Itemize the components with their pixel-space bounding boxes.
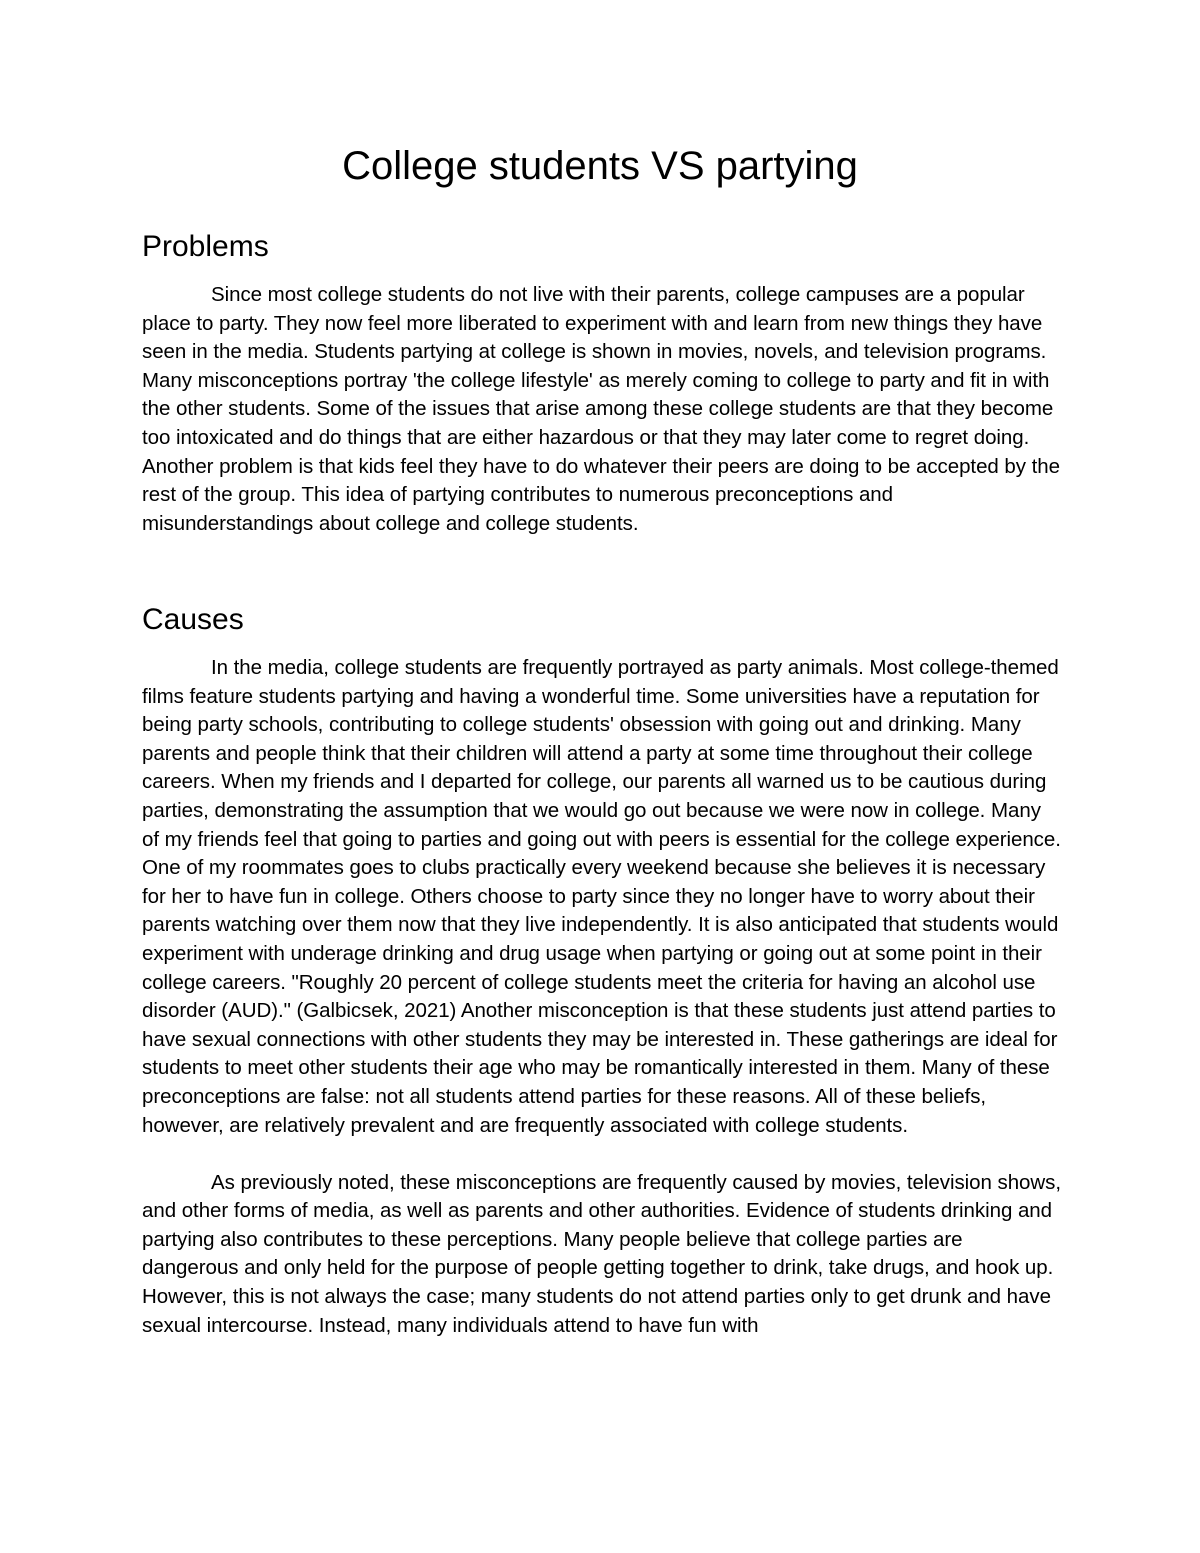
paragraph-problems-1: Since most college students do not live with their parents, college campuses are a popular place to party. They now feel more liberated to experiment with and learn from new things they have seen in the media. Students partying at college is shown in movies, novels, and television programs. Many misconceptions portray 'the college lifestyle' as merely coming to college to party and fit in with the other students. Some of the issues that arise among these college students are that they become too intoxicated and do things that are either hazardous or that they may later come to regret doing. Another problem is that kids feel they have to do whatever their peers are doing to be accepted by the rest of the group. This idea of partying contributes to numerous preconceptions and misunderstandings about college and college students. — [142, 283, 1060, 535]
section-problems — [142, 227, 1062, 538]
document-title: College students VS partying — [342, 144, 858, 188]
section-causes — [142, 600, 1062, 1340]
paragraph-causes-1: In the media, college students are frequently portrayed as party animals. Most college-themed films feature students partying and having a wonderful time. Some universities have a reputation for being party schools, contributing to college students' obsession with going out and drinking. Many parents and people think that their children will attend a party at some time throughout their college careers. When my friends and I departed for college, our parents all warned us to be cautious during parties, demonstrating the assumption that we would go out because we were now in college. Many of my friends feel that going to parties and going out with peers is essential for the college experience. One of my roommates goes to clubs practically every weekend because she believes it is necessary for her to have fun in college. Others choose to party since they no longer have to worry about their parents watching over them now that they live independently. It is also anticipated that students would experiment with underage drinking and drug usage when partying or going out at some point in their college careers. "Roughly 20 percent of college students meet the criteria for having an alcohol use disorder (AUD)." (Galbicsek, 2021) Another misconception is that these students just attend parties to have sexual connections with other students they may be interested in. These gatherings are ideal for students to meet other students their age who may be romantically interested in them. Many of these preconceptions are false: not all students attend parties for these reasons. All of these beliefs, however, are relatively prevalent and are frequently associated with college students. — [142, 656, 1061, 1137]
paragraph-causes-2: As previously noted, these misconceptions are frequently caused by movies, television shows, and other forms of media, as well as parents and other authorities. Evidence of students drinking and partying also contributes to these perceptions. Many people believe that college parties are dangerous and only held for the purpose of people getting together to drink, take drugs, and hook up. However, this is not always the case; many students do not attend parties only to get drunk and have sexual intercourse. Instead, many individuals attend to have fun with — [142, 1170, 1062, 1337]
section-heading-causes: Causes — [142, 603, 244, 636]
section-heading-problems: Problems — [142, 230, 269, 263]
